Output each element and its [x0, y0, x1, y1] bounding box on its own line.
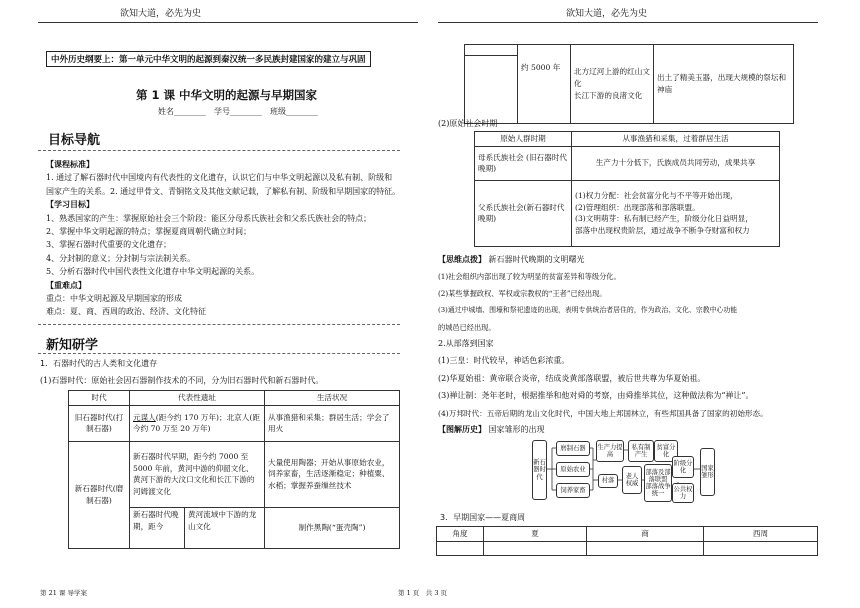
era-cell: 旧石器时代(打制石器)	[69, 405, 130, 441]
footer-left: 第 21 课 导学案	[40, 589, 87, 597]
life-cell: 出土了精美玉器，出现大规模的祭坛和神庙	[654, 45, 794, 124]
stone-age-table	[68, 390, 400, 549]
section-1-title: 1．石器时代的古人类和文化遗存	[40, 359, 158, 368]
motto-right: 欲知大道，必先为史	[566, 9, 648, 19]
col-header: 生活状况	[265, 391, 400, 406]
blank-cell	[465, 45, 518, 56]
goal-line: 1、熟悉国家的产生：掌握原始社会三个阶段：能区分母系氏族社会和父系氏族社会的特点；	[46, 213, 372, 223]
goal-line: 【重难点】	[46, 280, 86, 290]
stage-desc: 生产力十分低下，氏族成员共同劳动，成果共享	[572, 146, 780, 180]
goal-line: 难点：夏、商、西周的政治、经济、文化特征	[46, 307, 206, 317]
early-state-table	[436, 526, 818, 556]
primitive-title: (2)原始社会时期	[438, 119, 498, 128]
tribe-line: (3)禅让制：尧年老时，根据推举和他对舜的考察，由舜推举其位，这种做法称为“禅让”。	[438, 391, 754, 400]
thinking-title: 新石器时代晚期的文明曙光	[488, 255, 585, 264]
thinking-line: 的城邑已经出现。	[438, 323, 496, 332]
goal-line: 【课程标准】	[46, 160, 94, 169]
goal-nav-heading: 目标导航	[48, 133, 101, 148]
divider	[38, 150, 400, 151]
liangzhu: 长江下游的良渚文化	[574, 90, 643, 100]
divider	[38, 353, 400, 354]
era-cell: 新石器时代(磨制石器)	[69, 441, 130, 548]
col-header: 商	[587, 527, 704, 542]
goal-line: 5、分析石器时代中国代表性文化遗存中华文明起源的关系。	[46, 267, 260, 277]
goal-line: 1. 通过了解石器时代中国境内有代表性的文化遗存，认识它们与中华文明起源以及私有制、阶级和	[46, 173, 393, 183]
diagram-title: 国家雏形的出现	[488, 425, 545, 434]
col-header: 代表性遗址	[130, 391, 265, 406]
thinking-tag: 【思维点拨】	[438, 255, 486, 264]
goal-line: 4、分封制的意义；分封制与宗法制关系。	[46, 253, 196, 263]
site-cell	[571, 45, 654, 124]
col-header: 原始人群时期	[475, 132, 572, 147]
footer-page: 第 1 页 共 3 页	[398, 589, 448, 597]
goal-line: 【学习目标】	[46, 200, 94, 210]
thinking-line: (3)通过中城墙、围壕和祭祀遗迹的出现，表明专供统治者居住的，作为政治、文化、宗教中心功能	[438, 306, 738, 314]
unity-text: 统一	[651, 490, 665, 498]
node-village: 村落	[598, 474, 618, 488]
header-rule-right	[438, 22, 818, 23]
goal-nav-content	[46, 158, 406, 338]
life-cell: 大量使用陶器；开始从事原始农业，饲养家畜，生活逐渐稳定；种植粟、水稻；掌握养蚕缫丝技术	[265, 441, 400, 507]
neolithic-late-table	[464, 44, 794, 124]
life-cell: 从事渔猎和采集；群居生活；学会了用火	[265, 405, 400, 441]
blank-cell	[704, 541, 818, 555]
node-productivity: 生产力提高	[596, 440, 624, 462]
early-state-title: 3．早期国家——夏商周	[440, 513, 526, 522]
tribe-line: (4)万邦时代：五帝后期的龙山文化时代，中国大地上邦国林立，有些邦国具备了国家的初始形态。	[438, 408, 768, 418]
time-text: 约 5000 年	[521, 63, 561, 72]
node-tribes	[644, 464, 672, 502]
life-cell: 制作黑陶(“蛋壳陶”)	[265, 507, 400, 548]
node-rich-poor: 贫富分化	[654, 440, 678, 462]
war-text: 部落战争	[645, 483, 671, 490]
time-cell	[518, 45, 571, 124]
motto-left: 欲知大道，必先为史	[120, 9, 202, 19]
stage-desc	[572, 180, 780, 246]
node-elder-authority: 老人权威	[622, 466, 642, 494]
divider	[38, 324, 400, 325]
goal-line: 2、掌握中华文明起源的特点；掌握夏商周朝代确立时间；	[46, 227, 252, 237]
unit-title: 中外历史纲要上：第一单元中华文明的起源到秦汉统一多民族封建国家的建立与巩固	[46, 51, 371, 67]
col-header: 从事渔猎和采集，过着群居生活	[572, 132, 780, 147]
goal-line: 重点：中华文明起源及早期国家的形成	[46, 294, 182, 304]
site-cell	[130, 507, 265, 548]
new-study-heading: 新知研学	[46, 338, 99, 353]
col-header: 夏	[484, 527, 587, 542]
longshan-culture: 黄河流域中下游的龙山文化	[188, 509, 257, 531]
blank-cell	[437, 541, 484, 555]
col-header: 角度	[437, 527, 484, 542]
desc-line: (2)管理组织：出现部落和部落联盟。	[575, 202, 700, 212]
tribes-text: 部落及部落联盟	[645, 468, 671, 483]
desc-line: (3)文明萌芽：私有制已经产生，阶级分化日益明显，	[575, 214, 753, 224]
node-state-prototype: 国家雏形	[700, 448, 715, 496]
node-livestock: 饲养家畜	[556, 483, 590, 498]
late-period: 新石器时代晚期，距今	[130, 508, 185, 548]
header-rule-left	[38, 22, 418, 23]
blank-cell	[587, 541, 704, 555]
diagram-tag: 【图解历史】	[438, 425, 486, 434]
stage-cell: 父系氏族社会(新石器时代晚期)	[475, 180, 572, 246]
blank-cell	[465, 56, 518, 124]
node-polished-stone: 磨制石器	[556, 441, 590, 456]
col-header: 西周	[704, 527, 818, 542]
tribe-line: (2)华夏始祖：黄帝联合炎帝，结成炎黄部落联盟，被后世共尊为华夏始祖。	[438, 373, 706, 383]
hongshan: 北方辽河上游的红山文化	[574, 67, 650, 89]
desc-line: 部落中出现权贵阶层，通过战争不断争夺财富和权力	[575, 226, 750, 236]
thinking-content	[438, 268, 818, 336]
site-text: (距今约 170 万年)；北京人(距今约 70 万至 20 万年)	[133, 412, 260, 434]
blank-cell	[484, 541, 587, 555]
site-cell	[130, 405, 265, 441]
lesson-title: 第 1 课 中华文明的起源与早期国家	[136, 88, 318, 102]
stone-age-intro: (1)石器时代：原始社会因石器制作技术的不同，分为旧石器时代和新石器时代。	[40, 376, 324, 385]
thinking-heading	[438, 254, 585, 265]
tribe-title: 2.从部落到国家	[438, 339, 494, 348]
diagram-heading	[438, 424, 545, 435]
node-farming: 原始农业	[556, 462, 590, 477]
primitive-society-table	[474, 131, 780, 247]
node-class-division: 阶级分化	[672, 456, 694, 478]
thinking-line: (1)社会组织内部出现了较为明显的贫富差异和等级分化。	[438, 272, 621, 281]
student-info-fields: 姓名________ 学号________ 班级________	[158, 107, 318, 116]
site-yuanmou: 元谋人	[133, 412, 156, 422]
node-public-power: 公共权力	[672, 483, 694, 503]
node-private-property: 私有制产生	[628, 440, 654, 462]
stage-cell: 母系氏族社会 (旧石器时代晚期)	[475, 146, 572, 180]
tribe-line: (1)三皇：时代较早，神话色彩浓重。	[438, 356, 570, 365]
tribe-content	[438, 352, 818, 422]
site-cell: 新石器时代早期，距今约 7000 至 5000 年前，黄河中游的仰韶文化、黄河下游的大汶口文化和长江下游的河姆渡文化	[130, 441, 265, 507]
goal-line: 3、掌握石器时代重要的文化遗存；	[46, 240, 172, 250]
col-header: 时代	[69, 391, 130, 406]
node-neolithic: 新石器时代	[532, 440, 547, 500]
desc-line: (1)权力分配：社会贫富分化与不平等开始出现，	[575, 190, 738, 200]
goal-line: 国家产生的关系。2. 通过甲骨文、青铜铭文及其他文献记载，了解私有制、阶级和早期国家的特征。	[46, 186, 401, 196]
thinking-line: (2)某些掌握政权、军权或宗教权的“王者”已经出现。	[438, 289, 607, 298]
state-emergence-diagram	[530, 436, 720, 502]
